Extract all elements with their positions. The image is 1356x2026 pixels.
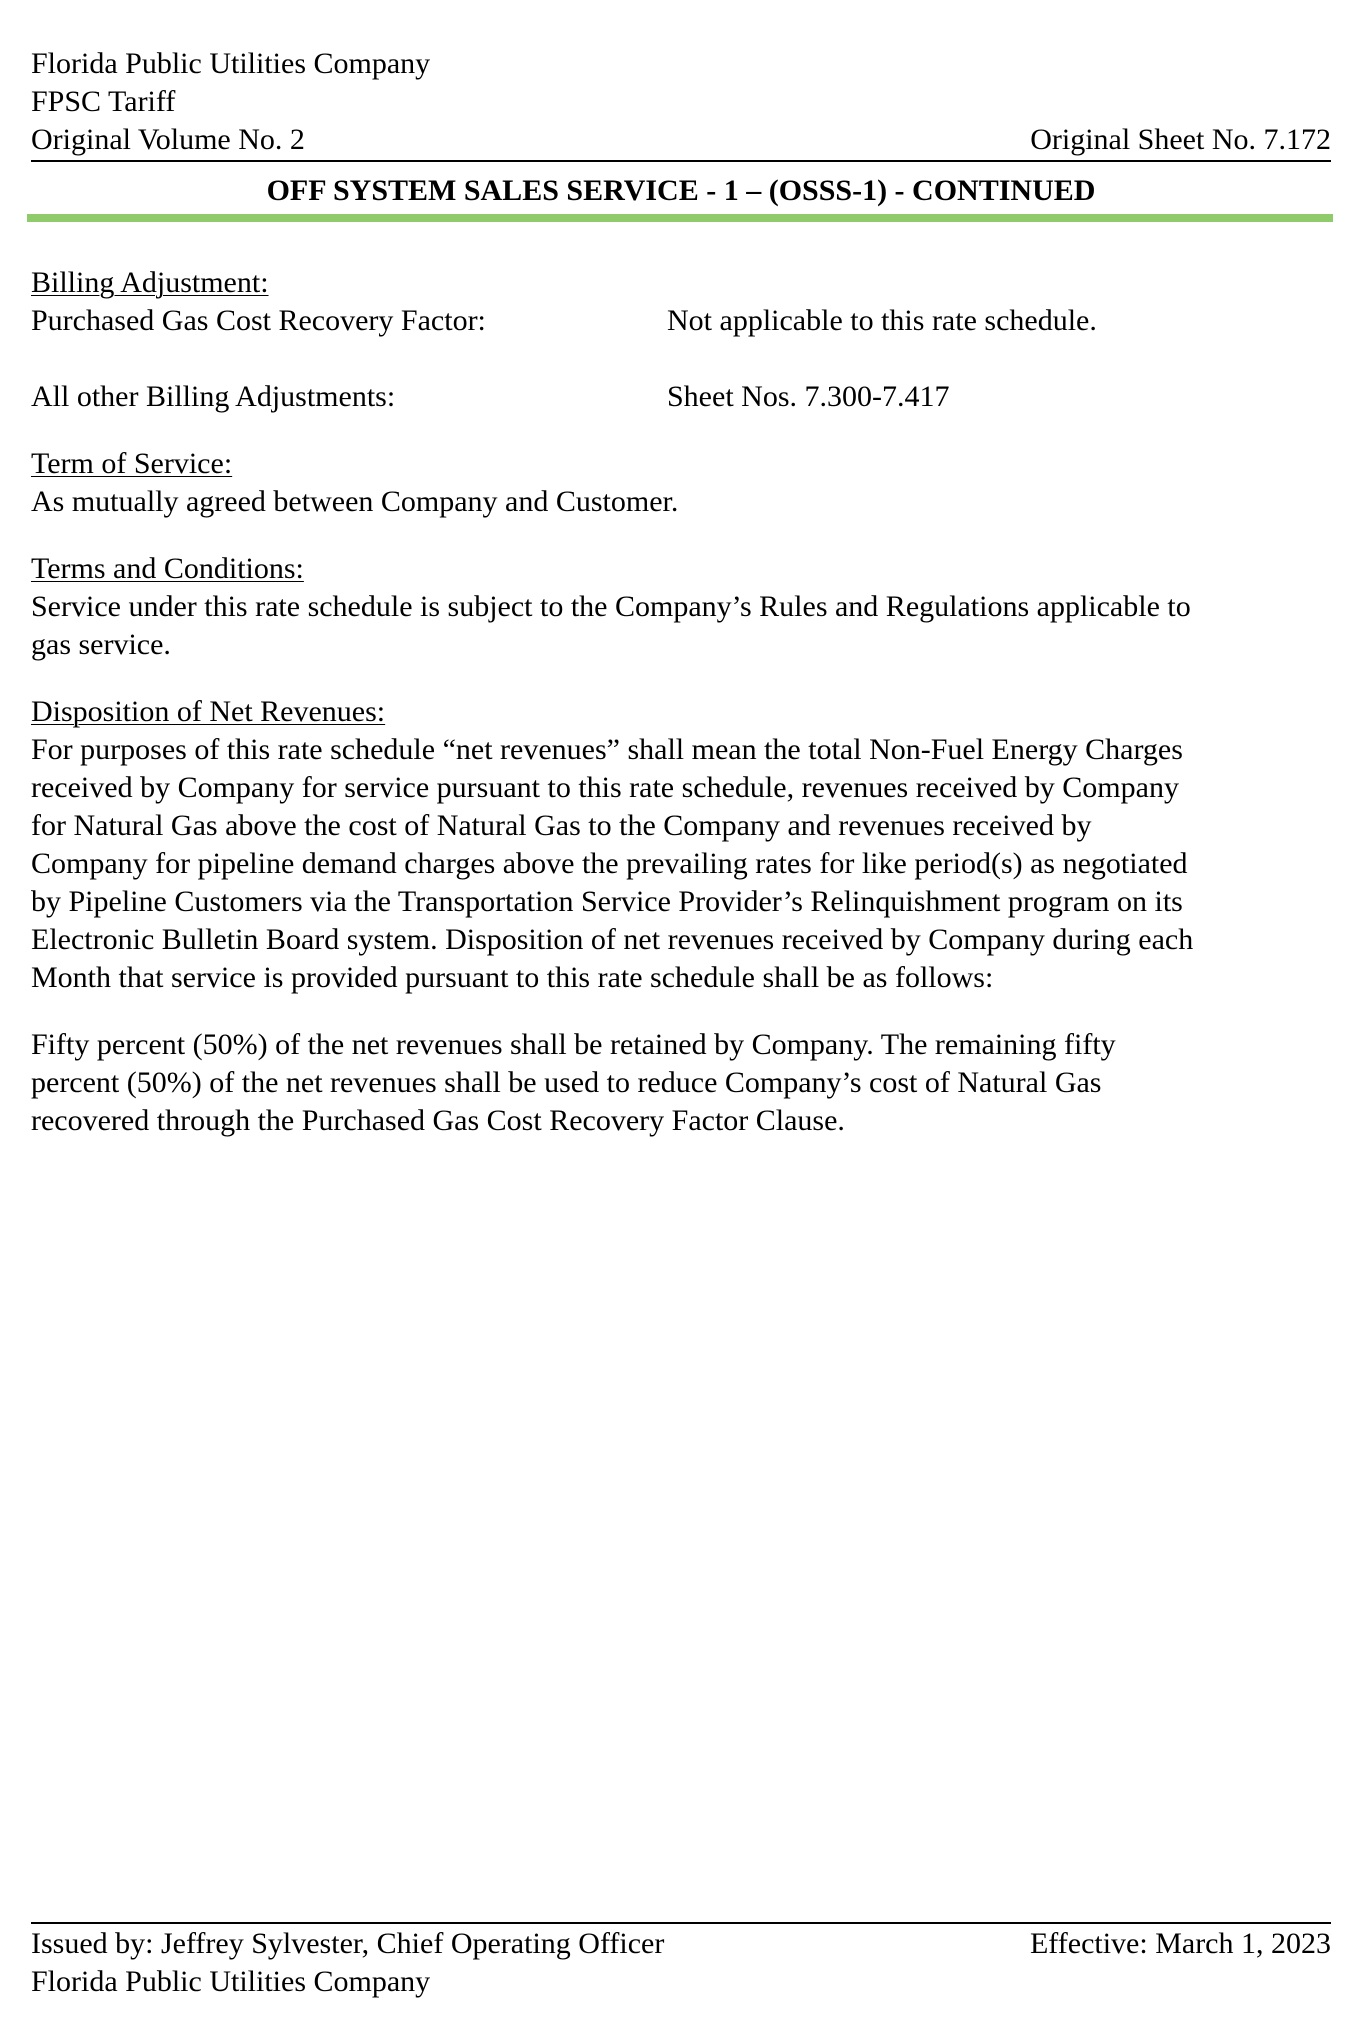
sheet-body [31, 264, 1331, 1140]
disposition-paragraph-2 [31, 1026, 1331, 1140]
page-title: OFF SYSTEM SALES SERVICE - 1 – (OSSS-1) - CONTINUED [266, 174, 1096, 207]
terms-conditions-text [31, 588, 1331, 664]
billing-row-label: All other Billing Adjustments: [31, 380, 396, 413]
footer-company: Florida Public Utilities Company [31, 1965, 431, 1998]
header-rule [31, 160, 1331, 162]
billing-row [31, 378, 1331, 416]
sheet-footer [31, 1925, 1331, 2001]
text-line: percent (50%) of the net revenues shall be used to reduce Company’s cost of Natural Gas [31, 1066, 1102, 1099]
text-line: received by Company for service pursuant to this rate schedule, revenues received by Company [31, 771, 1179, 804]
term-of-service-section [31, 445, 1331, 483]
header-tariff: FPSC Tariff [31, 85, 176, 118]
header-volume: Original Volume No. 2 [31, 123, 305, 156]
terms-conditions-heading: Terms and Conditions: [31, 552, 304, 585]
billing-adjustment-heading: Billing Adjustment: [31, 266, 269, 299]
text-line: for Natural Gas above the cost of Natural Gas to the Company and revenues received by [31, 809, 1092, 842]
billing-row-value: Sheet Nos. 7.300-7.417 [667, 380, 950, 413]
term-of-service-heading: Term of Service: [31, 447, 233, 480]
terms-conditions-section [31, 550, 1331, 588]
header-company: Florida Public Utilities Company [31, 47, 431, 80]
term-of-service-text: As mutually agreed between Company and Customer. [31, 485, 679, 518]
text-line: recovered through the Purchased Gas Cost Recovery Factor Clause. [31, 1104, 845, 1137]
text-line: Fifty percent (50%) of the net revenues shall be retained by Company. The remaining fifty [31, 1028, 1116, 1061]
tariff-sheet [31, 0, 1331, 2026]
text-line: For purposes of this rate schedule “net revenues” shall mean the total Non-Fuel Energy Charges [31, 733, 1183, 766]
text-line: Electronic Bulletin Board system. Disposition of net revenues received by Company during each [31, 923, 1194, 956]
sheet-header [31, 45, 1331, 159]
footer-row [31, 1925, 1331, 1963]
header-volume-row [31, 121, 1331, 159]
billing-adjustment-section [31, 264, 1331, 302]
text-line: Service under this rate schedule is subject to the Company’s Rules and Regulations applicable to [31, 590, 1191, 623]
disposition-paragraph-1 [31, 731, 1331, 997]
text-line: Month that service is provided pursuant to this rate schedule shall be as follows: [31, 961, 994, 994]
title-divider [27, 214, 1333, 222]
header-sheet-number: Original Sheet No. 7.172 [1030, 123, 1331, 156]
disposition-section [31, 693, 1331, 731]
billing-row-value: Not applicable to this rate schedule. [667, 304, 1097, 337]
footer-rule [31, 1922, 1331, 1924]
billing-row [31, 302, 1331, 340]
text-line: by Pipeline Customers via the Transportation Service Provider’s Relinquishment program on its [31, 885, 1183, 918]
footer-effective-date: Effective: March 1, 2023 [1029, 1927, 1331, 1960]
disposition-heading: Disposition of Net Revenues: [31, 695, 386, 728]
billing-row-label: Purchased Gas Cost Recovery Factor: [31, 304, 486, 337]
text-line: gas service. [31, 628, 171, 661]
footer-issued-by: Issued by: Jeffrey Sylvester, Chief Operating Officer [31, 1927, 665, 1960]
text-line: Company for pipeline demand charges above the prevailing rates for like period(s) as negotiated [31, 847, 1188, 880]
